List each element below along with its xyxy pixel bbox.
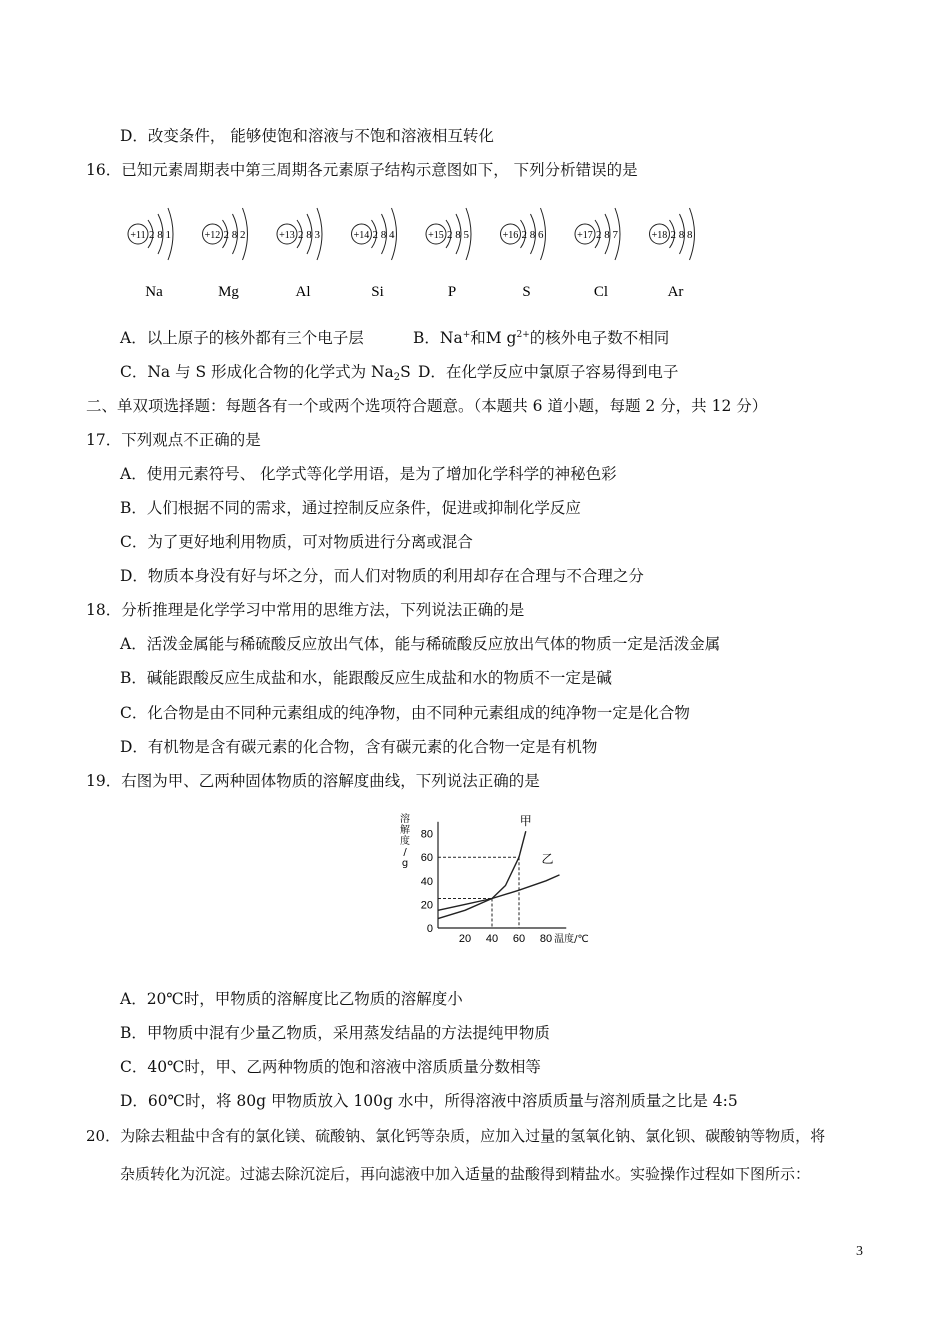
q17-option-c: C．为了更好地利用物质，可对物质进行分离或混合 bbox=[120, 533, 473, 551]
series-label: 乙 bbox=[541, 851, 554, 866]
x-tick-label: 40 bbox=[485, 933, 499, 945]
q16-stem: 16．已知元素周期表中第三周期各元素原子结构示意图如下， 下列分析错误的是 bbox=[86, 161, 638, 179]
solubility-chart bbox=[390, 810, 620, 945]
nucleus-charge: +16 bbox=[502, 230, 519, 241]
q18-option-d: D．有机物是含有碳元素的化合物，含有碳元素的化合物一定是有机物 bbox=[120, 738, 598, 756]
q17-option-b: B．人们根据不同的需求，通过控制反应条件，促进或抑制化学反应 bbox=[120, 499, 581, 517]
y-axis-label-char: 度 bbox=[400, 836, 410, 847]
element-symbol: Mg bbox=[218, 284, 239, 300]
y-tick-label: 20 bbox=[420, 899, 433, 912]
atom-na bbox=[128, 208, 173, 300]
nucleus-charge: +12 bbox=[204, 230, 221, 241]
q20-stem-line2: 杂质转化为沉淀。过滤去除沉淀后，再向滤液中加入适量的盐酸得到精盐水。实验操作过程如下图所示： bbox=[120, 1165, 811, 1183]
nucleus-charge: +14 bbox=[353, 230, 370, 241]
y-axis-label-char: / bbox=[403, 847, 407, 858]
element-symbol: Na bbox=[145, 284, 163, 300]
atom-s bbox=[501, 208, 546, 300]
y-axis-label-char: 溶 bbox=[400, 814, 410, 825]
q16-option-a: A．以上原子的核外都有三个电子层 bbox=[120, 329, 364, 347]
q19-option-a: A．20℃时，甲物质的溶解度比乙物质的溶解度小 bbox=[120, 990, 463, 1008]
element-symbol: Al bbox=[295, 284, 311, 300]
electron-counts: 2 8 6 bbox=[521, 229, 544, 241]
electron-counts: 2 8 1 bbox=[149, 229, 171, 241]
x-tick-label: 80 bbox=[539, 933, 553, 945]
q17-option-d: D．物质本身没有好与坏之分，而人们对物质的利用却存在合理与不合理之分 bbox=[120, 567, 644, 585]
q18-option-b: B．碱能跟酸反应生成盐和水，能跟酸反应生成盐和水的物质不一定是碱 bbox=[120, 669, 612, 687]
element-symbol: Ar bbox=[667, 284, 684, 300]
y-tick-label: 60 bbox=[420, 852, 433, 865]
q16-option-b: B．Na+和M $g^{2+}$的核外电子数不相同 bbox=[413, 329, 670, 347]
atom-si bbox=[352, 208, 397, 300]
y-tick-label: 80 bbox=[420, 828, 433, 841]
q18-option-c: C．化合物是由不同种元素组成的纯净物，由不同种元素组成的纯净物一定是化合物 bbox=[120, 704, 690, 722]
page-number: 3 bbox=[856, 1244, 863, 1259]
y-tick-label: 40 bbox=[420, 875, 433, 888]
atom-al bbox=[277, 208, 322, 300]
series-line-jia bbox=[438, 831, 526, 918]
nucleus-charge: +15 bbox=[428, 230, 444, 241]
x-tick-label: 60 bbox=[512, 933, 526, 945]
y-tick-label: 0 bbox=[426, 923, 433, 935]
element-symbol: Si bbox=[371, 284, 384, 300]
element-symbol: Cl bbox=[593, 284, 609, 300]
y-axis-label-char: g bbox=[401, 858, 409, 869]
q16-option-d: D．在化学反应中氯原子容易得到电子 bbox=[418, 363, 679, 381]
electron-counts: 2 8 5 bbox=[447, 229, 469, 241]
nucleus-charge: +17 bbox=[577, 230, 593, 241]
q17-option-a: A．使用元素符号、 化学式等化学用语，是为了增加化学科学的神秘色彩 bbox=[120, 465, 617, 483]
q18-option-a: A．活泼金属能与稀硫酸反应放出气体，能与稀硫酸反应放出气体的物质一定是活泼金属 bbox=[120, 635, 721, 653]
section-2-heading: 二、单双项选择题：每题各有一个或两个选项符合题意。（本题共 6 道小题，每题 2 分，共 12 分） bbox=[86, 397, 768, 415]
q16-option-c: C．Na 与 S 形成化合物的化学式为 $Na_2S$ bbox=[120, 363, 411, 383]
q18-stem: 18．分析推理是化学学习中常用的思维方法，下列说法正确的是 bbox=[86, 601, 525, 619]
atom-structure-diagram bbox=[118, 198, 758, 308]
atom-p bbox=[426, 208, 471, 300]
q17-stem: 17．下列观点不正确的是 bbox=[86, 431, 261, 449]
q15-option-d: D．改变条件， 能够使饱和溶液与不饱和溶液相互转化 bbox=[120, 127, 494, 145]
electron-counts: 2 8 4 bbox=[372, 229, 395, 241]
q20-stem-line1: 20．为除去粗盐中含有的氯化镁、硫酸钠、氯化钙等杂质，应加入过量的氢氧化钠、氯化钡、碳酸钠等物质，将 bbox=[86, 1127, 826, 1145]
q19-stem: 19．右图为甲、乙两种固体物质的溶解度曲线，下列说法正确的是 bbox=[86, 772, 540, 790]
x-tick-label: 20 bbox=[458, 933, 472, 945]
q19-option-d: D．60℃时，将 80g 甲物质放入 100g 水中，所得溶液中溶质质量与溶剂质量之比是 4:5 bbox=[120, 1092, 738, 1110]
electron-counts: 2 8 7 bbox=[596, 229, 618, 241]
series-label: 甲 bbox=[519, 814, 532, 829]
y-axis-label-char: 解 bbox=[400, 825, 410, 836]
electron-counts: 2 8 3 bbox=[298, 229, 320, 241]
nucleus-charge: +18 bbox=[651, 230, 668, 241]
atom-cl bbox=[575, 208, 620, 300]
atom-mg bbox=[203, 208, 248, 300]
q19-option-c: C．40℃时，甲、乙两种物质的饱和溶液中溶质质量分数相等 bbox=[120, 1058, 541, 1076]
element-symbol: P bbox=[447, 284, 457, 300]
q19-option-b: B．甲物质中混有少量乙物质，采用蒸发结晶的方法提纯甲物质 bbox=[120, 1024, 550, 1042]
electron-counts: 2 8 2 bbox=[223, 229, 246, 241]
nucleus-charge: +13 bbox=[279, 230, 295, 241]
atom-ar bbox=[650, 208, 695, 300]
x-axis-label: 温度/℃ bbox=[554, 934, 589, 945]
element-symbol: S bbox=[522, 284, 531, 300]
electron-counts: 2 8 8 bbox=[670, 229, 693, 241]
nucleus-charge: +11 bbox=[130, 230, 146, 241]
